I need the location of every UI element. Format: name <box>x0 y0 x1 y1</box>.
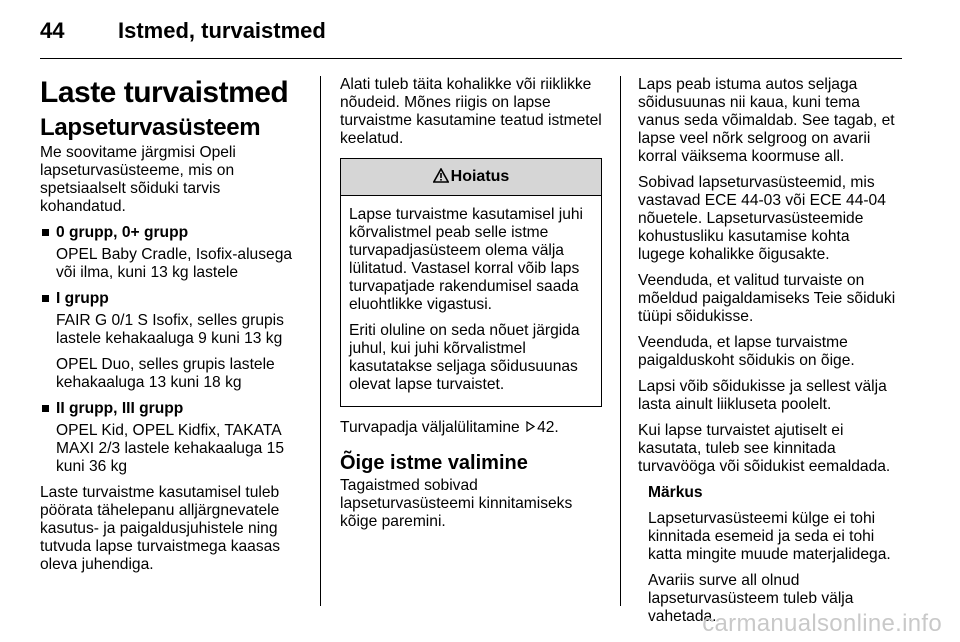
warning-body <box>341 196 601 406</box>
header-rule <box>40 58 902 59</box>
note-paragraph: Avariis surve all olnud lapseturvasüsteem tuleb välja vahetada. <box>648 572 854 625</box>
warning-box <box>340 158 602 407</box>
group-text: FAIR G 0/1 S Isofix, selles grupis lastele kehakaaluga 9 kuni 13 kg <box>56 312 284 347</box>
subsection-title: Õige istme valimine <box>340 452 528 474</box>
group-text: OPEL Kid, OPEL Kidfix, TAKATA MAXI 2/3 lastele kehakaaluga 15 kuni 36 kg <box>56 422 284 475</box>
note-paragraph: Lapseturvasüsteemi külge ei tohi kinnitada esemeid ja seda ei tohi katta mingite muude materjalidega. <box>648 510 891 563</box>
watermark: carmanualsonline.info <box>702 610 942 637</box>
intro-paragraph: Alati tuleb täita kohalikke või riiklikke nõudeid. Mõnes riigis on lapse turvaistme kasutamine teatud istmetel keelatud. <box>340 76 602 147</box>
group-text: OPEL Duo, selles grupis lastele kehakaaluga 13 kuni 18 kg <box>56 356 275 391</box>
warning-triangle-icon <box>433 168 449 183</box>
warning-title: Hoiatus <box>450 168 510 185</box>
page-number: 44 <box>40 18 65 43</box>
column-1 <box>40 76 302 582</box>
paragraph: Sobivad lapseturvasüsteemid, mis vastavad ECE 44-03 või ECE 44-04 nõuetele. Lapseturvasüsteemide kohustusliku kasutamise kohta lugege kohalikke õigusakte. <box>638 174 886 263</box>
warning-paragraph: Eriti oluline on seda nõuet järgida juhul, kui juhi kõrvalistmel kasutatakse seljaga sõidusuunas olevat lapse turvaistet. <box>349 322 580 393</box>
list-item-group-2-3 <box>40 400 302 418</box>
column-divider-1 <box>320 76 321 606</box>
section-title: Laste turvaistmed <box>40 76 289 109</box>
bullet-square-icon <box>42 295 49 302</box>
paragraph: Kui lapse turvaistet ajutiselt ei kasutata, tuleb see kinnitada turvavööga või sõidukist eemaldada. <box>638 422 891 475</box>
page-header <box>40 18 326 50</box>
cross-reference-text: Turvapadja väljalülitamine <box>340 419 520 436</box>
group-title: 0 grupp, 0+ grupp <box>56 224 189 241</box>
bullet-square-icon <box>42 229 49 236</box>
column-divider-2 <box>620 76 621 606</box>
group-title: I grupp <box>56 290 109 307</box>
group-title: II grupp, III grupp <box>56 400 184 417</box>
paragraph: Tagaistmed sobivad lapseturvasüsteemi kinnitamiseks kõige paremini. <box>340 477 573 530</box>
bullet-square-icon <box>42 405 49 412</box>
note-title: Märkus <box>648 484 703 501</box>
page-reference-arrow-icon <box>526 421 535 432</box>
paragraph: Veenduda, et valitud turvaiste on mõeldud paigaldamiseks Teie sõiduki tüüpi sõidukisse. <box>638 272 896 325</box>
group-text: OPEL Baby Cradle, Isofix-alusega või ilma, kuni 13 kg lastele <box>56 246 293 281</box>
intro-paragraph: Me soovitame järgmisi Opeli lapseturvasüsteeme, mis on spetsiaalselt sõiduki tarvis kohandatud. <box>40 144 236 215</box>
subsection-title: Lapseturvasüsteem <box>40 114 261 141</box>
warning-header <box>341 159 601 196</box>
paragraph: Lapsi võib sõidukisse ja sellest välja lasta ainult liikluseta poolelt. <box>638 378 887 413</box>
warning-paragraph: Lapse turvaistme kasutamisel juhi kõrvalistmel peab selle istme turvapadjasüsteem olema välja lülitatud. Vastasel korral võib laps turvapatjade rakendumisel saada eluohtlikke vigastusi. <box>349 206 584 313</box>
closing-paragraph: Laste turvaistme kasutamisel tuleb pöörata tähelepanu alljärgnevatele kasutus- ja paigaldusjuhistele ning tutvuda lapse turvaistmega kaasas oleva juhendiga. <box>40 484 281 573</box>
column-3 <box>638 76 900 634</box>
list-item-group-1 <box>40 290 302 308</box>
cross-reference <box>340 419 602 437</box>
paragraph: Veenduda, et lapse turvaistme paigalduskoht sõidukis on õige. <box>638 334 855 369</box>
paragraph: Laps peab istuma autos seljaga sõidusuunas nii kaua, kuni tema vanus seda võimaldab. See tagab, et lapse veel nõrk selgroog on avarii korral väiksema koormuse all. <box>638 76 895 165</box>
note-block <box>638 484 900 626</box>
running-title: Istmed, turvaistmed <box>118 18 326 43</box>
column-2 <box>340 76 602 539</box>
cross-reference-page: 42. <box>537 419 559 436</box>
list-item-group-0 <box>40 224 302 242</box>
